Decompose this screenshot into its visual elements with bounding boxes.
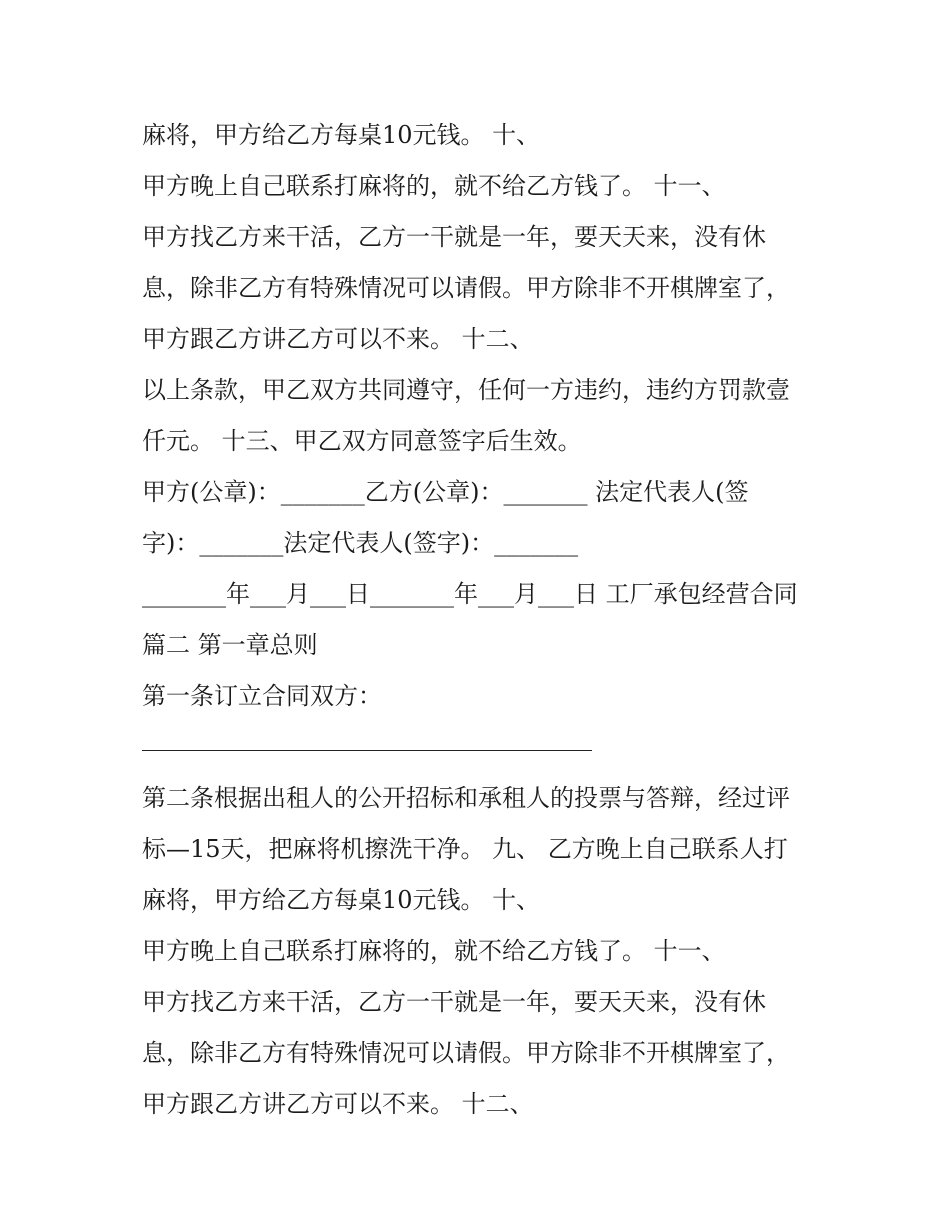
text-line: 甲方找乙方来干活，乙方一干就是一年，要天天来，没有休 [142,223,766,251]
blank-fill-line [142,722,822,773]
text-line: 以上条款，甲乙双方共同遵守，任何一方违约，违约方罚款壹 [142,376,790,404]
underline-rule [142,750,592,751]
date-line: _______年___月___日_______年___月___日 工厂承包经营合同 [142,580,798,608]
text-line: 仟元。 十三、甲乙双方同意签字后生效。 [142,427,582,455]
text-line: 第二条根据出租人的公开招标和承租人的投票与答辩，经过评 [142,784,790,812]
section-heading: 篇二 第一章总则 [142,631,318,659]
text-line: 标—15天，把麻将机擦洗干净。 九、 乙方晚上自己联系人打 [142,835,788,863]
text-line: 息，除非乙方有特殊情况可以请假。甲方除非不开棋牌室了， [142,1039,790,1067]
text-line: 甲方找乙方来干活，乙方一干就是一年，要天天来，没有休 [142,988,766,1016]
document-body [142,110,822,1130]
signature-line: 甲方(公章)：_______乙方(公章)：_______ 法定代表人(签 [142,478,749,506]
signature-line: 字)：_______法定代表人(签字)：_______ [142,529,579,557]
text-line: 甲方跟乙方讲乙方可以不来。 十二、 [142,325,534,353]
text-line: 甲方晚上自己联系打麻将的，就不给乙方钱了。 十一、 [142,937,726,965]
text-line: 麻将，甲方给乙方每桌10元钱。 十、 [142,886,541,914]
text-line: 第一条订立合同双方： [142,682,382,710]
text-line: 甲方晚上自己联系打麻将的，就不给乙方钱了。 十一、 [142,172,726,200]
text-line: 甲方跟乙方讲乙方可以不来。 十二、 [142,1090,534,1118]
text-line: 息，除非乙方有特殊情况可以请假。甲方除非不开棋牌室了， [142,274,790,302]
text-line: 麻将，甲方给乙方每桌10元钱。 十、 [142,121,541,149]
